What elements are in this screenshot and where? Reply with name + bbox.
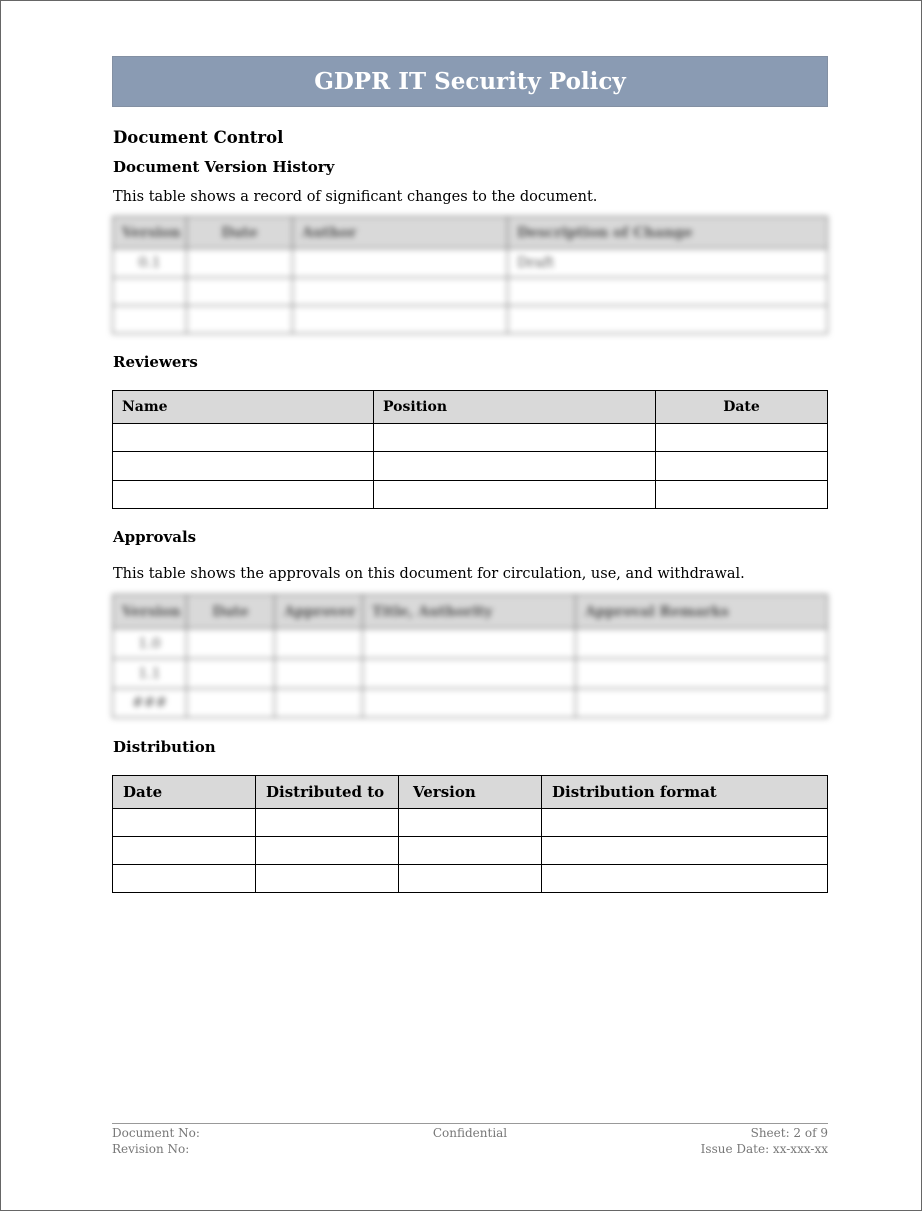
- footer-issue-date: Issue Date: xx-xxx-xx: [700, 1142, 828, 1156]
- table-row: [113, 659, 828, 689]
- table-cell: [293, 249, 508, 278]
- table-cell: [374, 481, 656, 509]
- table-header-cell: Description of Change: [508, 217, 828, 249]
- table-header-cell: Name: [113, 391, 374, 424]
- table-cell: 1.1: [113, 659, 187, 689]
- table-cell: [399, 809, 542, 837]
- footer-document-no: Document No:: [112, 1126, 200, 1140]
- table-cell: [256, 837, 399, 865]
- table-header-cell: Approval Remarks: [576, 595, 828, 629]
- table-row: [113, 424, 828, 452]
- table-cell: [113, 278, 187, 306]
- table-cell: [113, 481, 374, 509]
- table-cell: [508, 306, 828, 334]
- table-cell: [576, 659, 828, 689]
- table-cell: [113, 306, 187, 334]
- table-cell: [399, 837, 542, 865]
- table-cell: [508, 278, 828, 306]
- reviewers-heading: Reviewers: [113, 353, 198, 371]
- table-cell: [542, 865, 828, 893]
- approvals-table: [112, 594, 828, 718]
- table-cell: [363, 659, 576, 689]
- table-header-row: [113, 595, 828, 629]
- table-row: [113, 629, 828, 659]
- table-cell: [256, 809, 399, 837]
- table-row: [113, 837, 828, 865]
- footer-confidential: Confidential: [432, 1126, 508, 1140]
- document-title: GDPR IT Security Policy: [314, 68, 626, 95]
- version-history-text: This table shows a record of significant changes to the document.: [113, 189, 598, 205]
- table-row: [113, 689, 828, 718]
- distribution-heading: Distribution: [113, 738, 216, 756]
- table-cell: [187, 689, 275, 718]
- table-cell: [275, 659, 363, 689]
- table-cell: [187, 249, 293, 278]
- table-header-cell: Version: [399, 776, 542, 809]
- reviewers-table: [112, 390, 828, 509]
- table-cell: [256, 865, 399, 893]
- table-row: [113, 249, 828, 278]
- document-control-heading: Document Control: [113, 128, 284, 147]
- table-cell: [187, 659, 275, 689]
- distribution-table: [112, 775, 828, 893]
- version-history-heading: Document Version History: [113, 158, 335, 176]
- table-cell: [399, 865, 542, 893]
- table-row: [113, 306, 828, 334]
- table-header-cell: Author: [293, 217, 508, 249]
- title-banner: [112, 56, 828, 107]
- table-cell: ###: [113, 689, 187, 718]
- table-cell: [374, 452, 656, 481]
- table-header-cell: Date: [656, 391, 828, 424]
- table-cell: [576, 629, 828, 659]
- table-cell: [275, 689, 363, 718]
- table-cell: [374, 424, 656, 452]
- table-cell: [113, 837, 256, 865]
- table-header-row: [113, 776, 828, 809]
- table-cell: [113, 809, 256, 837]
- table-header-cell: Date: [187, 217, 293, 249]
- table-cell: [187, 306, 293, 334]
- table-row: [113, 809, 828, 837]
- table-cell: [187, 629, 275, 659]
- table-row: [113, 452, 828, 481]
- table-cell: [113, 424, 374, 452]
- table-header-cell: Date: [187, 595, 275, 629]
- table-header-row: [113, 217, 828, 249]
- table-header-cell: Title, Authority: [363, 595, 576, 629]
- table-cell: 1.0: [113, 629, 187, 659]
- page-footer: [112, 1123, 828, 1156]
- table-cell: [656, 452, 828, 481]
- table-header-cell: Version: [113, 217, 187, 249]
- table-cell: [656, 481, 828, 509]
- table-cell: [542, 809, 828, 837]
- table-cell: [113, 452, 374, 481]
- table-row: [113, 865, 828, 893]
- table-cell: 0.1: [113, 249, 187, 278]
- table-cell: [275, 629, 363, 659]
- table-cell: [113, 865, 256, 893]
- table-cell: Draft: [508, 249, 828, 278]
- version-history-table: [112, 216, 828, 334]
- table-header-cell: Distributed to: [256, 776, 399, 809]
- table-cell: [293, 306, 508, 334]
- table-cell: [542, 837, 828, 865]
- table-cell: [363, 629, 576, 659]
- table-header-row: [113, 391, 828, 424]
- table-row: [113, 481, 828, 509]
- table-header-cell: Position: [374, 391, 656, 424]
- footer-revision-no: Revision No:: [112, 1142, 190, 1156]
- approvals-heading: Approvals: [113, 528, 197, 546]
- table-cell: [576, 689, 828, 718]
- table-cell: [656, 424, 828, 452]
- footer-sheet: Sheet: 2 of 9: [750, 1126, 828, 1140]
- table-cell: [293, 278, 508, 306]
- table-cell: [363, 689, 576, 718]
- table-header-cell: Version: [113, 595, 187, 629]
- table-header-cell: Approver: [275, 595, 363, 629]
- approvals-text: This table shows the approvals on this document for circulation, use, and withdrawal.: [113, 566, 745, 582]
- table-row: [113, 278, 828, 306]
- table-header-cell: Distribution format: [542, 776, 828, 809]
- table-header-cell: Date: [113, 776, 256, 809]
- table-cell: [187, 278, 293, 306]
